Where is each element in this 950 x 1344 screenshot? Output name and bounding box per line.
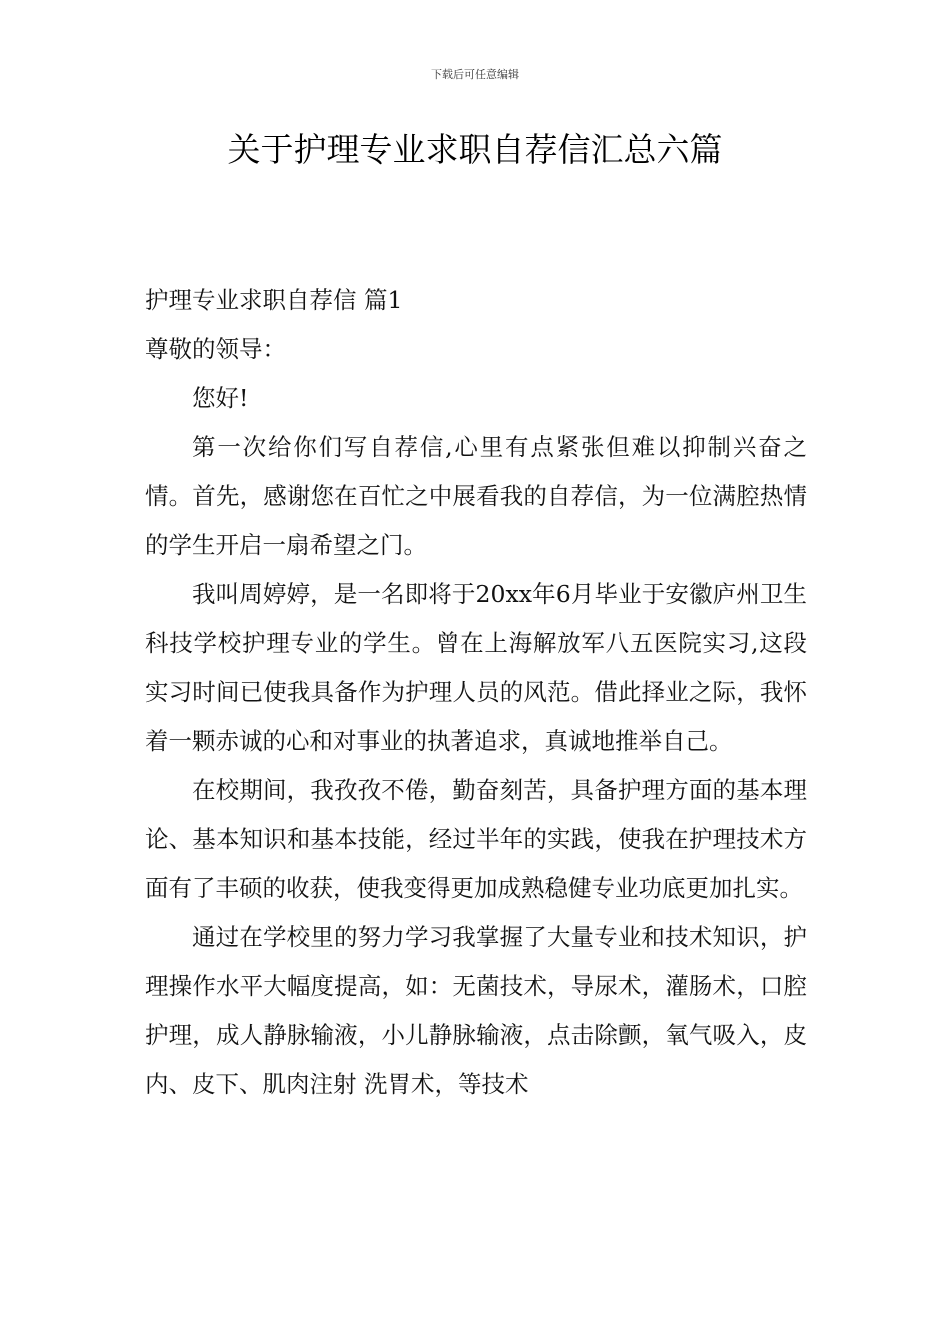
paragraph: 在校期间，我孜孜不倦，勤奋刻苦，具备护理方面的基本理论、基本知识和基本技能，经过半年的实践，使我在护理技术方面有了丰硕的收获，使我变得更加成熟稳健专业功底更加扎实。 (145, 776, 807, 902)
paragraph: 第一次给你们写自荐信,心里有点紧张但难以抑制兴奋之情。首先，感谢您在百忙之中展看我的自荐信，为一位满腔热情的学生开启一扇希望之门。 (145, 433, 807, 559)
header-note: 下载后可任意编辑 (431, 68, 519, 81)
paragraph: 我叫周婷婷，是一名即将于20xx年6月毕业于安徽庐州卫生科技学校护理专业的学生。曾在上海解放军八五医院实习,这段实习时间已使我具备作为护理人员的风范。借此择业之际，我怀着一颗赤诚的心和对事业的执著追求，真诚地推举自己。 (145, 580, 807, 755)
paragraph: 通过在学校里的努力学习我掌握了大量专业和技术知识，护理操作水平大幅度提高，如：无菌技术，导尿术，灌肠术，口腔护理，成人静脉输液，小儿静脉输液，点击除颤，氧气吸入，皮内、皮下、肌肉注射 洗胃术，等技术 (145, 923, 807, 1098)
salutation: 尊敬的领导： (145, 335, 286, 363)
greeting: 您好! (192, 384, 249, 412)
document-body (145, 276, 807, 1109)
section-heading: 护理专业求职自荐信 篇1 (145, 286, 403, 314)
document-title: 关于护理专业求职自荐信汇总六篇 (227, 130, 723, 169)
